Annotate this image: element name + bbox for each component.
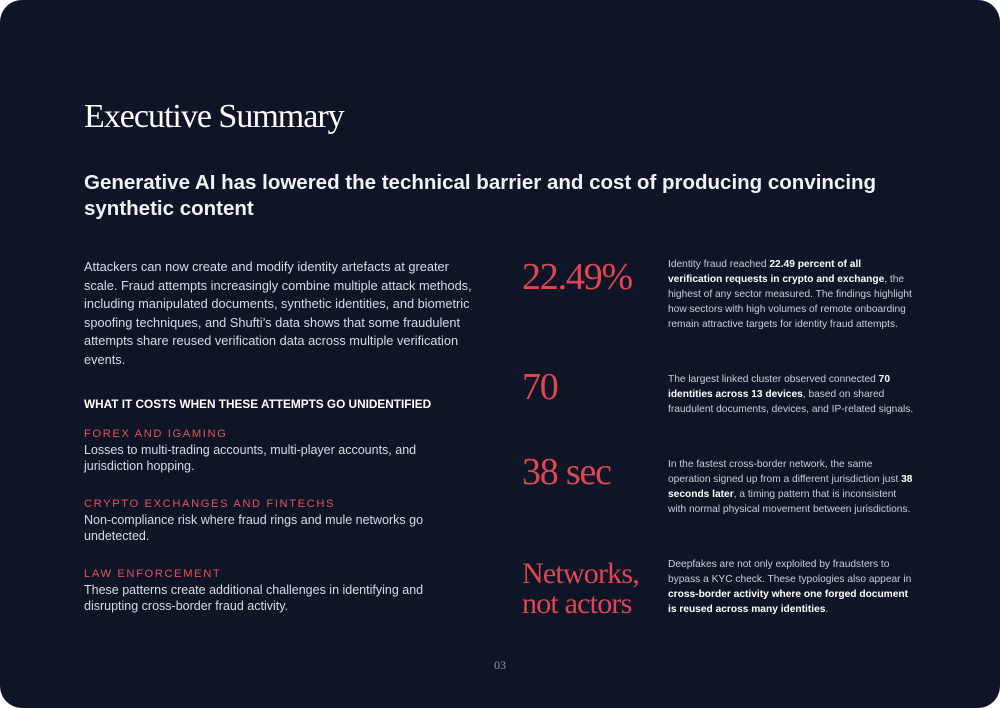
cost-item-label: FOREX AND IGAMING <box>84 428 228 440</box>
stat-value-networks: Networks, not actors <box>522 557 639 620</box>
stat-description-signup-time: In the fastest cross-border network, the same operation signed up from a different jurisdiction just 38 seconds later, a timing pattern that is inconsistent with normal physical movement between jurisdictions. <box>668 459 913 515</box>
stat-description-networks: Deepfakes are not only exploited by fraudsters to bypass a KYC check. These typologies also appear in cross-border activity where one forged document is reused across many identities. <box>668 559 912 615</box>
cost-item-description: Losses to multi-trading accounts, multi-player accounts, and jurisdiction hopping. <box>84 443 417 473</box>
cost-item-description: Non-compliance risk where fraud rings and mule networks go undetected. <box>84 513 424 543</box>
cost-item-law-enforcement <box>84 568 444 614</box>
stat-description-fraud-rate: Identity fraud reached 22.49 percent of all verification requests in crypto and exchange, the highest of any sector measured. The findings highlight how sectors with high volumes of remote onboarding remain attractive targets for identity fraud attempts. <box>668 259 912 330</box>
intro-paragraph: Attackers can now create and modify identity artefacts at greater scale. Fraud attempts increasingly combine multiple attack methods, including manipulated documents, synthetic identities, and biometric spoofing techniques, and Shufti’s data shows that some fraudulent attempts share reused verification data across multiple verification events. <box>84 259 472 367</box>
stat-value-signup-time: 38 sec <box>522 451 611 493</box>
cost-item-forex <box>84 428 444 474</box>
costs-heading: WHAT IT COSTS WHEN THESE ATTEMPTS GO UNIDENTIFIED <box>84 397 432 411</box>
stat-value-linked-cluster: 70 <box>522 366 558 408</box>
stat-description-linked-cluster: The largest linked cluster observed connected 70 identities across 13 devices, based on shared fraudulent documents, devices, and IP-related signals. <box>668 374 914 415</box>
page-subtitle: Generative AI has lowered the technical barrier and cost of producing convincing synthetic content <box>84 171 877 220</box>
cost-item-crypto <box>84 498 444 544</box>
stat-value-fraud-rate: 22.49% <box>522 256 632 298</box>
page-title: Executive Summary <box>84 98 344 135</box>
cost-item-label: LAW ENFORCEMENT <box>84 568 222 580</box>
page-number: 03 <box>494 658 506 672</box>
cost-item-description: These patterns create additional challenges in identifying and disrupting cross-border fraud activity. <box>84 583 424 613</box>
cost-item-label: CRYPTO EXCHANGES AND FINTECHS <box>84 498 336 510</box>
